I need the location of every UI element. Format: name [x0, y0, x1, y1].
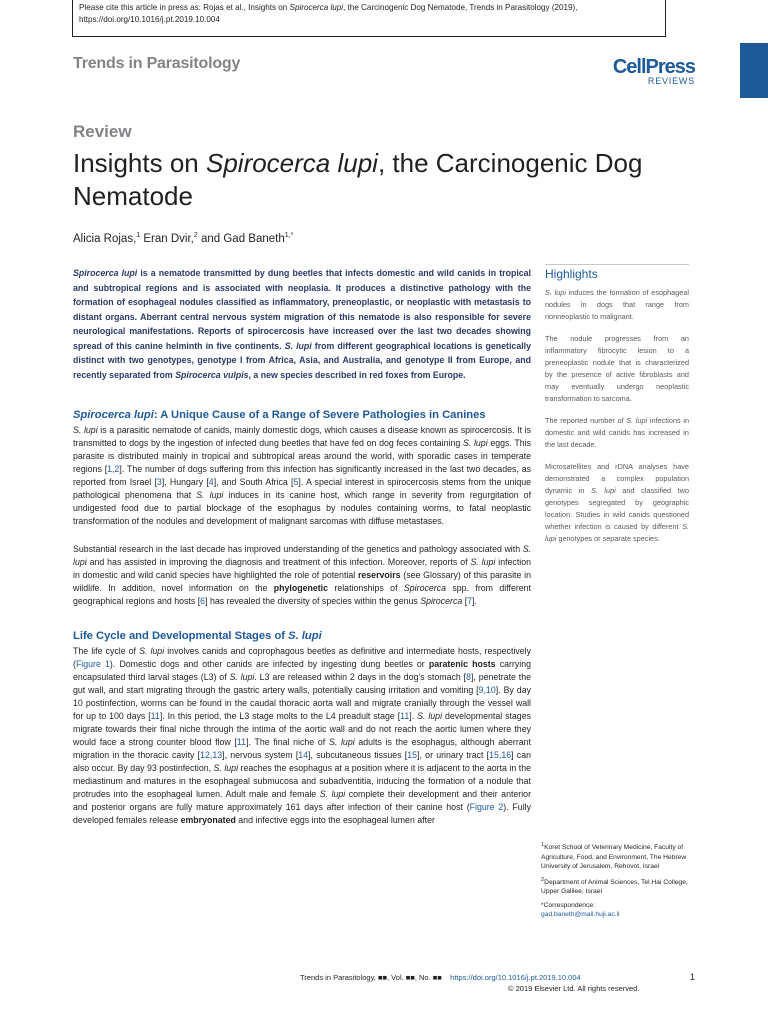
cellpress-logo-text: CellPress — [612, 56, 695, 78]
reference-link[interactable]: 11 — [400, 711, 410, 721]
main-column — [73, 408, 531, 827]
reference-link[interactable]: 15 — [407, 750, 418, 760]
reference-link[interactable]: 1,2 — [107, 464, 120, 474]
footer-journal: Trends in Parasitology, ■■, Vol. ■■, No. ■■ — [300, 973, 442, 982]
figure-link[interactable]: Figure 1 — [75, 659, 110, 669]
figure-link[interactable]: Figure 2 — [469, 802, 504, 812]
citation-doi[interactable]: https://doi.org/10.1016/j.pt.2019.10.004 — [79, 15, 220, 24]
article-type: Review — [73, 122, 132, 141]
glossary-term[interactable]: phylogenetic — [273, 583, 329, 593]
footer-doi-link[interactable]: https://doi.org/10.1016/j.pt.2019.10.004 — [450, 973, 581, 982]
reference-link[interactable]: 9,10 — [478, 685, 496, 695]
glossary-term[interactable]: reservoirs — [357, 570, 401, 580]
cellpress-logo — [605, 56, 695, 86]
author-list — [73, 232, 293, 245]
highlights-title: Highlights — [545, 267, 598, 281]
footer-citation — [300, 973, 581, 982]
article-title: Insights on Spirocerca lupi, the Carcinogenic Dog Nematode — [73, 148, 643, 211]
reference-link[interactable]: 11 — [236, 737, 247, 747]
reference-link[interactable]: 3 — [156, 477, 162, 487]
citation-line-1: Please cite this article in press as: Rojas et al., Insights on Spirocerca lupi, the Carcinogenic Dog Nematode, Trends in Parasitology (2019), — [79, 3, 578, 12]
journal-name: Trends in Parasitology — [73, 55, 241, 72]
author-name: Eran Dvir, — [140, 232, 194, 245]
reference-link[interactable]: 12,13 — [200, 750, 223, 760]
body-paragraph: S. lupi is a parasitic nematode of canids, mainly domestic dogs, which causes a disease known as spirocercosis. It is transmitted to dogs by the ingestion of infected dung beetles that have fed on dog feces containing S. lupi eggs. This parasite is distributed mainly in tropical and subtropical areas around the world, with sporadic cases in temperate regions [1,2]. The number of dogs suffering from this infection has significantly increased in the last two decades, as reported from Israel [3], Hungary [4], and South Africa [5]. A special interest in spirocercosis stems from the unique pathological phenomena that S. lupi induces in its canine host, which range in severity from regurgitation of undigested food due to partial blockage of the esophagus by nodules containing worms, to fatal neoplastic transformation of the nodules and development of malignant sarcomas with diffuse metastases. — [73, 425, 532, 526]
page-number: 1 — [690, 972, 696, 982]
highlight-item: Microsatellites and rDNA analyses have demonstrated a complex population dynamic in S. lupi and classified two genotypes segregated by geographic location. Studies in wild canids questioned whether infection is caused by different S. lupi genotypes or separate species. — [545, 462, 689, 543]
author-affil-mark: 1 — [136, 232, 141, 239]
reference-link[interactable]: 4 — [208, 477, 214, 487]
affiliation-2: $^2$Department of Animal Sciences, Tel Hai College, Upper Galilee, Israel — [541, 876, 688, 896]
correspondence-email[interactable]: gad.baneth@mail.huji.ac.il — [541, 911, 620, 919]
author-name: Alicia Rojas, — [73, 232, 137, 245]
glossary-term[interactable]: embryonated — [180, 815, 236, 825]
author-affil-mark: 1,* — [284, 232, 294, 239]
highlight-item: S. lupi induces the formation of esophageal nodules in dogs that range from nonneoplastic to malignant. — [545, 288, 690, 321]
citation-notice — [72, 0, 666, 37]
body-paragraph: Substantial research in the last decade has improved understanding of the genetics and pathology associated with S. lupi and has assisted in improving the diagnosis and treatment of this infection. Moreover, reports of S. lupi infection in domestic and wild canid species have highlighted the role of potential reservoirs (see Glossary) of this parasite in wildlife. In addition, novel information on the phylogenetic relationships of Spirocerca spp. from different geographical regions and hosts [6] has revealed the diversity of species within the genus Spirocerca [7]. — [73, 544, 532, 606]
author-affil-mark: 2 — [193, 232, 198, 239]
highlights-box — [545, 264, 689, 555]
cellpress-reviews-text: REVIEWS — [647, 76, 695, 86]
reference-link[interactable]: 7 — [467, 596, 473, 606]
abstract: Spirocerca lupi is a nematode transmitted by dung beetles that infects domestic and wild canids in tropical and subtropical regions and is associated with neoplasia. It produces a distinctive pathology with the formation of esophageal nodules classified as inflammatory, preneoplastic, or neoplastic with metastasis to distant organs. Aberrant central nervous system migration of this nematode is also responsible for severe neurological manifestations. Reports of spirocercosis have increased over the last two decades showing spread of this canine helminth in five continents. S. lupi from different geographical locations is genetically distinct with two genotypes, genotype I from Africa, Asia, and Australia, and genotype II from Europe, and recently separated from Spirocerca vulpis, a new species described in red foxes from Europe. — [73, 268, 532, 380]
author-name: and Gad Baneth — [197, 232, 285, 245]
reference-link[interactable]: 11 — [150, 711, 160, 721]
reference-link[interactable]: 6 — [200, 596, 206, 606]
section-heading: Life Cycle and Developmental Stages of S. lupi — [73, 630, 322, 642]
glossary-term[interactable]: paratenic hosts — [428, 659, 496, 669]
reference-link[interactable]: 15,16 — [489, 750, 512, 760]
section-heading: Spirocerca lupi: A Unique Cause of a Range of Severe Pathologies in Canines — [73, 409, 486, 421]
reference-link[interactable]: 8 — [466, 672, 471, 682]
body-paragraph: The life cycle of S. lupi involves canids and coprophagous beetles as definitive and intermediate hosts, respectively (Figure 1). Domestic dogs and other canids are infected by ingesting dung beetles or paratenic hosts carrying encapsulated third larval stages (L3) of S. lupi. L3 are released within 2 days in the dog’s stomach [8], penetrate the gut wall, and start migrating through the gastric artery walls, potentially causing irritation and vomiting [9,10]. By day 10 postinfection, worms can be found in the caudal thoracic aorta wall and migrate cranially through the vessel wall for up to 100 days [11]. In this period, the L3 stage molts to the L4 preadult stage [11]. S. lupi developmental stages migrate towards their final niche through the intima of the aortic wall and do not reach the aortic lumen where they would face a strong counter blood flow [11]. The final niche of S. lupi adults is the esophagus, although aberrant migration in the thoracic cavity [12,13], nervous system [14], subcutaneous tissues [15], or urinary tract [15,16] can also occur. By day 93 postinfection, S. lupi reaches the esophagus at a position where it is adjacent to the aorta in the mediastinum and matures in the esophageal submucosa and subadventitia, inducing the formation of a nodule that protrudes into the esophageal lumen. Adult male and female S. lupi complete their development and their anterior and posterior organs are fully mature approximately 161 days after infection of their canine host (Figure 2). Fully developed females release embryonated and infective eggs into the esophageal lumen after — [73, 646, 531, 825]
affiliation-1: $^1$Koret School of Veterinary Medicine, Faculty of Agriculture, Food, and Environment, The Hebrew University of Jerusalem, Rehovot, Israel — [541, 842, 687, 871]
highlight-item: The nodule progresses from an inflammatory fibrocytic lesion to a preneoplastic nodule that is characterized by the presence of active fibroblasts and may eventually undergo neoplastic transformation to sarcoma. — [545, 334, 689, 403]
correspondence: *Correspondence: gad.baneth@mail.huji.ac.il — [541, 901, 620, 919]
reference-link[interactable]: 5 — [293, 477, 299, 487]
affiliations — [541, 841, 691, 924]
copyright: © 2019 Elsevier Ltd. All rights reserved. — [508, 984, 640, 993]
highlight-item: The reported number of S. lupi infections in domestic and wild canids has increased in the last decade. — [545, 416, 690, 449]
edge-tab — [740, 43, 768, 98]
reference-link[interactable]: 14 — [298, 750, 309, 760]
